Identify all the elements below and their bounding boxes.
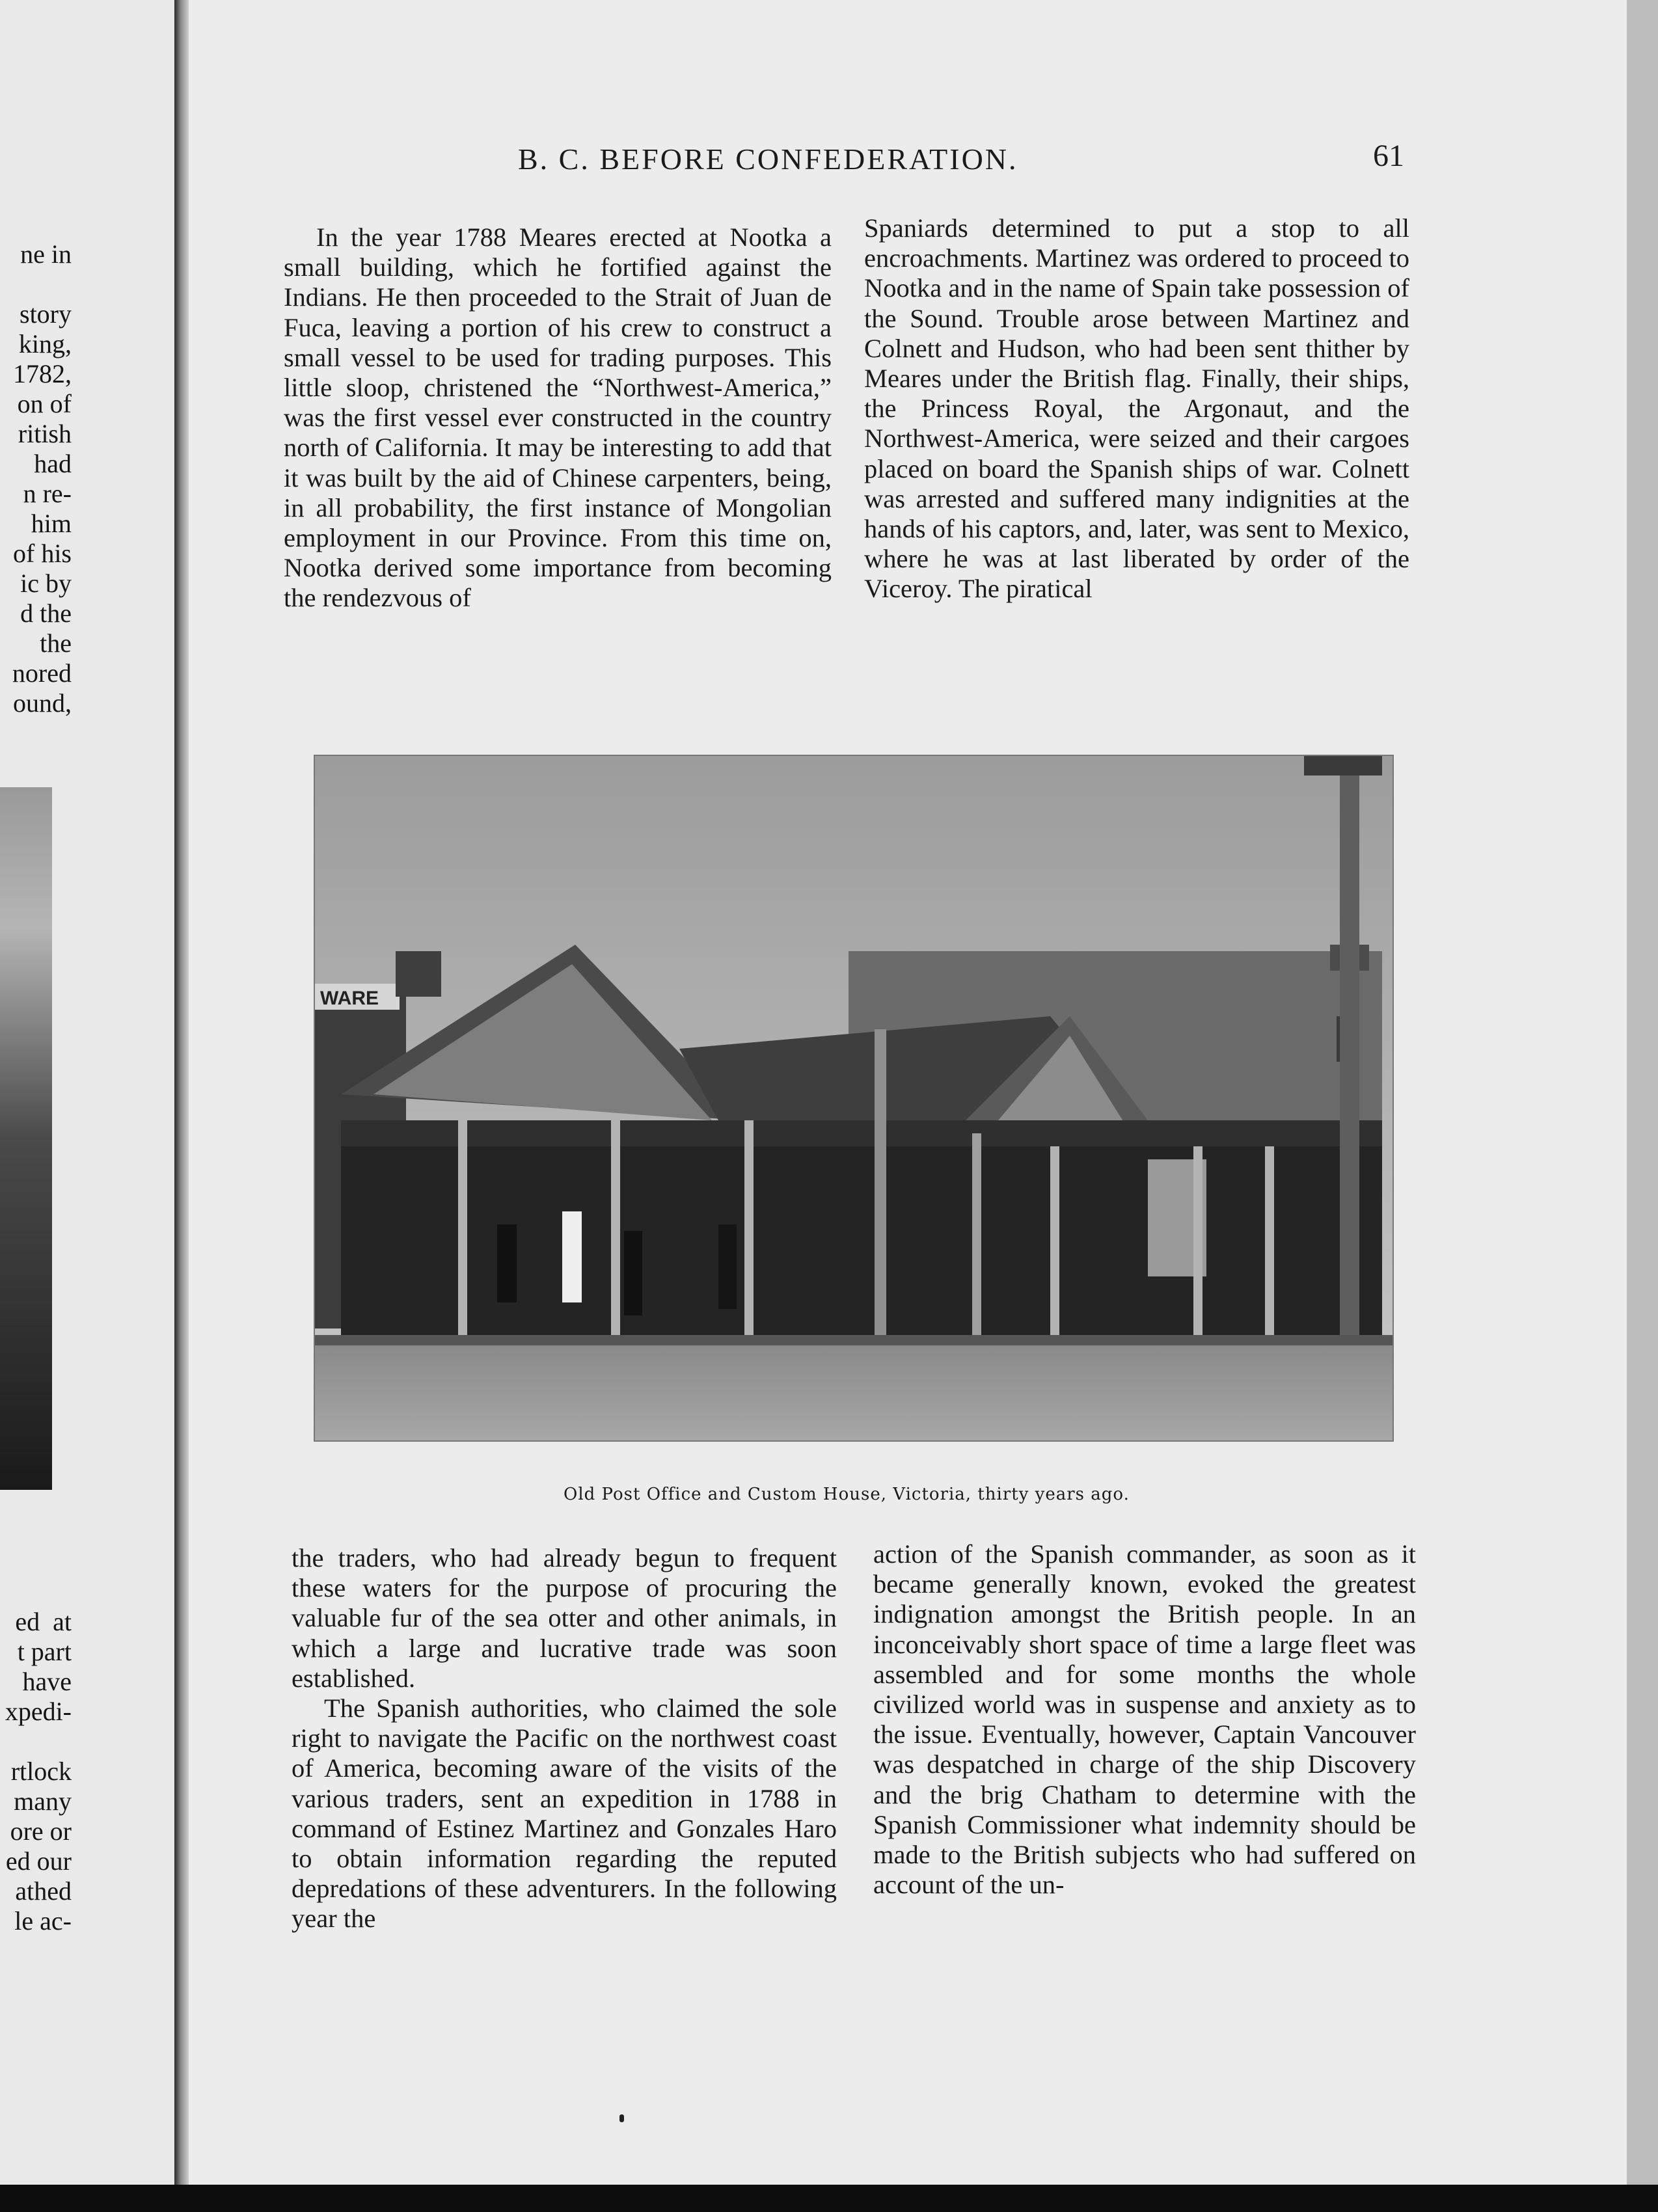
- page-number: 61: [1373, 139, 1404, 173]
- paragraph: In the year 1788 Meares erected at Nootka a small building, which he fortified against the Indians. He then proceeded to the Strait of Juan de Fuca, leaving a portion of his crew to construct a small vessel to be used for trading purposes. This little sloop, christened the “Northwest-America,” was the first vessel ever constructed in the country north of California. It may be interesting to add that it was built by the aid of Chinese carpenters, being, in all probability, the first instance of Mongolian employment in our Province. From this time on, Nootka derived some importance from becoming the rendezvous of: [284, 223, 832, 613]
- paragraph: the traders, who had already begun to frequent these waters for the purpose of procuring the valuable fur of the sea otter and other animals, in which a large and lucrative trade was soon established.: [292, 1543, 837, 1693]
- printer-mark: [619, 2114, 624, 2122]
- upper-left-column: [284, 223, 832, 614]
- facing-page-text-upper: ne in story king, 1782, on of ritish had n re- him of his ic by d the the nored ound,: [12, 239, 72, 718]
- book-gutter: [174, 0, 189, 2185]
- store-sign: WARE: [320, 988, 379, 1009]
- page-edge-right: [1627, 0, 1658, 2185]
- paragraph: action of the Spanish commander, as soon as it became generally known, evoked the greatest indignation amongst the British people. In an inconceivably short space of time a large fleet was assembled and for some months the whole civilized world was in suspense and anxiety as to the issue. Eventually, however, Captain Vancouver was despatched in charge of the ship Discovery and the brig Chatham to determine with the Spanish Commissioner what indemnity should be made to the British subjects who had suffered on account of the un-: [873, 1539, 1416, 1900]
- facing-page-edge: [0, 0, 174, 2185]
- facing-page-photo-fragment: [0, 787, 52, 1490]
- photograph-post-office: [314, 755, 1394, 1442]
- lower-right-column: [873, 1539, 1416, 1900]
- photo-caption: Old Post Office and Custom House, Victoria, thirty years ago.: [564, 1485, 1130, 1504]
- facing-page-text-lower: ed at t part have xpedi- rtlock many ore or ed our athed le ac-: [5, 1607, 72, 1936]
- paragraph: The Spanish authorities, who claimed the sole right to navigate the Pacific on the northwest coast of America, becoming aware of the visits of the various traders, sent an expedition in 1788 in command of Estinez Martinez and Gonzales Haro to obtain information regarding the reputed depredations of these adventurers. In the following year the: [292, 1693, 837, 1934]
- upper-right-column: [864, 213, 1409, 604]
- lower-left-column: [292, 1543, 837, 1934]
- running-head: B. C. BEFORE CONFEDERATION.: [518, 142, 1018, 176]
- photo-illustration: [315, 756, 1393, 1440]
- paragraph: Spaniards determined to put a stop to all encroachments. Martinez was ordered to proceed to Nootka and in the name of Spain take possession of the Sound. Trouble arose between Martinez and Colnett and Hudson, who had been sent thither by Meares under the British flag. Finally, their ships, the Princess Royal, the Argonaut, and the Northwest-America, were seized and their cargoes placed on board the Spanish ships of war. Colnett was arrested and suffered many indignities at the hands of his captors, and, later, was sent to Mexico, where he was at last liberated by order of the Viceroy. The piratical: [864, 213, 1409, 604]
